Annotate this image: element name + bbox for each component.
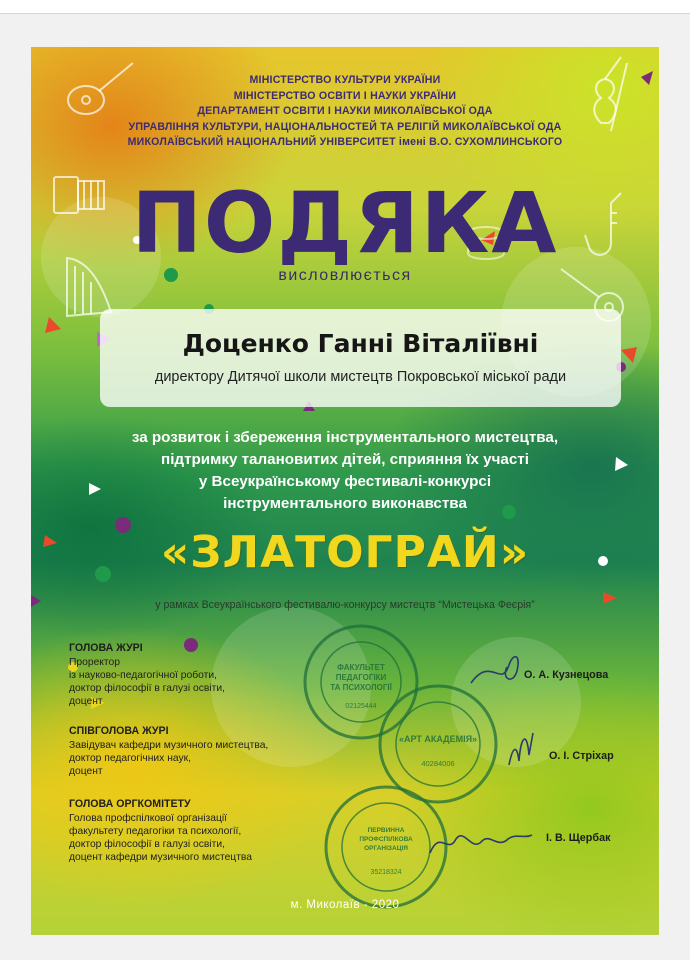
- orgcommittee-head-signer: І. В. Щербак: [546, 832, 611, 844]
- faculty-stamp-number: 02125444: [345, 703, 377, 710]
- festival-name: «ЗЛАТОГРАЙ»: [160, 527, 530, 578]
- issuer-line: УПРАВЛІННЯ КУЛЬТУРИ, НАЦІОНАЛЬНОСТЕЙ ТА РЕЛІГІЙ МИКОЛАЇВСЬКОЇ ОДА: [128, 120, 562, 133]
- gratitude-reason: [31, 427, 659, 515]
- svg-text:ПЕРВИННА: ПЕРВИННА: [367, 827, 405, 834]
- issuer-line: МИКОЛАЇВСЬКИЙ НАЦІОНАЛЬНИЙ УНІВЕРСИТЕТ імені В.О. СУХОМЛИНСЬКОГО: [127, 136, 563, 148]
- jury-credential: доцент кафедри музичного мистецтва: [69, 852, 252, 863]
- jury-credential: доктор філософії в галузі освіти,: [69, 839, 225, 850]
- art-academy-stamp-text: «АРТ АКАДЕМІЯ»: [398, 734, 478, 744]
- jury-head-block: [69, 642, 225, 708]
- reason-line: підтримку талановитих дітей, сприяння їх участі: [161, 451, 529, 468]
- issuer-header: [31, 73, 659, 151]
- signature-2: [503, 725, 543, 781]
- svg-text:ФАКУЛЬТЕТ: ФАКУЛЬТЕТ: [337, 663, 385, 672]
- jury-credential: факультету педагогіки та психології,: [69, 826, 242, 837]
- jury-role: ГОЛОВА ЖУРІ: [69, 642, 143, 654]
- jury-credential: доцент: [69, 766, 103, 777]
- issuer-line: МІНІСТЕРСТВО КУЛЬТУРИ УКРАЇНИ: [249, 74, 441, 86]
- jury-role: ГОЛОВА ОРГКОМІТЕТУ: [69, 798, 191, 810]
- issuer-line: МІНІСТЕРСТВО ОСВІТИ І НАУКИ УКРАЇНИ: [233, 89, 457, 102]
- svg-text:ПРОФСПІЛКОВА: ПРОФСПІЛКОВА: [359, 836, 413, 843]
- jury-credential: доктор філософії в галузі освіти,: [69, 683, 225, 694]
- reason-line: у Всеукраїнському фестивалі-конкурсі: [198, 473, 492, 490]
- recipient-box: [100, 309, 621, 407]
- jury-credential: Проректор: [69, 657, 120, 668]
- certificate-title: ПОДЯКА: [131, 174, 559, 272]
- recipient-position: директору Дитячої школи мистецтв Покровської міської ради: [154, 369, 567, 385]
- jury-credential: доктор педагогічних наук,: [69, 753, 192, 764]
- jury-cochair-block: [69, 725, 268, 778]
- jury-credential: доцент: [69, 696, 103, 707]
- union-stamp-number: 35218324: [370, 869, 402, 876]
- browser-top-bar: [0, 0, 690, 14]
- reason-line: за розвиток і збереження інструментального мистецтва,: [131, 429, 559, 446]
- festival-framework: у рамках Всеукраїнського фестивалю-конкурсу мистецтв “Мистецька Феєрія”: [155, 599, 535, 611]
- orgcommittee-head-block: [69, 798, 252, 864]
- certificate-subtitle: висловлюється: [278, 267, 412, 284]
- jury-cochair-signer: О. І. Стріхар: [549, 750, 614, 762]
- reason-line: інструментального виконавства: [223, 495, 467, 512]
- jury-head-signer: О. А. Кузнецова: [524, 669, 609, 681]
- jury-role: СПІВГОЛОВА ЖУРІ: [69, 725, 169, 737]
- jury-credential: Голова профспілкової організації: [69, 813, 228, 824]
- signature-1: [461, 645, 531, 695]
- jury-credential: Завідувач кафедри музичного мистецтва,: [69, 740, 269, 751]
- svg-text:ТА ПСИХОЛОГІЇ: ТА ПСИХОЛОГІЇ: [330, 683, 392, 692]
- svg-text:ОРГАНІЗАЦІЯ: ОРГАНІЗАЦІЯ: [364, 845, 408, 852]
- signature-3: [426, 825, 536, 861]
- svg-text:ПЕДАГОГІКИ: ПЕДАГОГІКИ: [335, 673, 387, 682]
- recipient-name: Доценко Ганні Віталіївні: [182, 329, 539, 358]
- issuer-line: ДЕПАРТАМЕНТ ОСВІТИ І НАУКИ МИКОЛАЇВСЬКОЇ ОДА: [197, 105, 493, 117]
- city-year: м. Миколаїв - 2020: [290, 899, 400, 911]
- art-academy-stamp-number: 40284006: [421, 759, 455, 768]
- certificate: [31, 47, 659, 935]
- jury-credential: із науково-педагогічної роботи,: [69, 670, 217, 681]
